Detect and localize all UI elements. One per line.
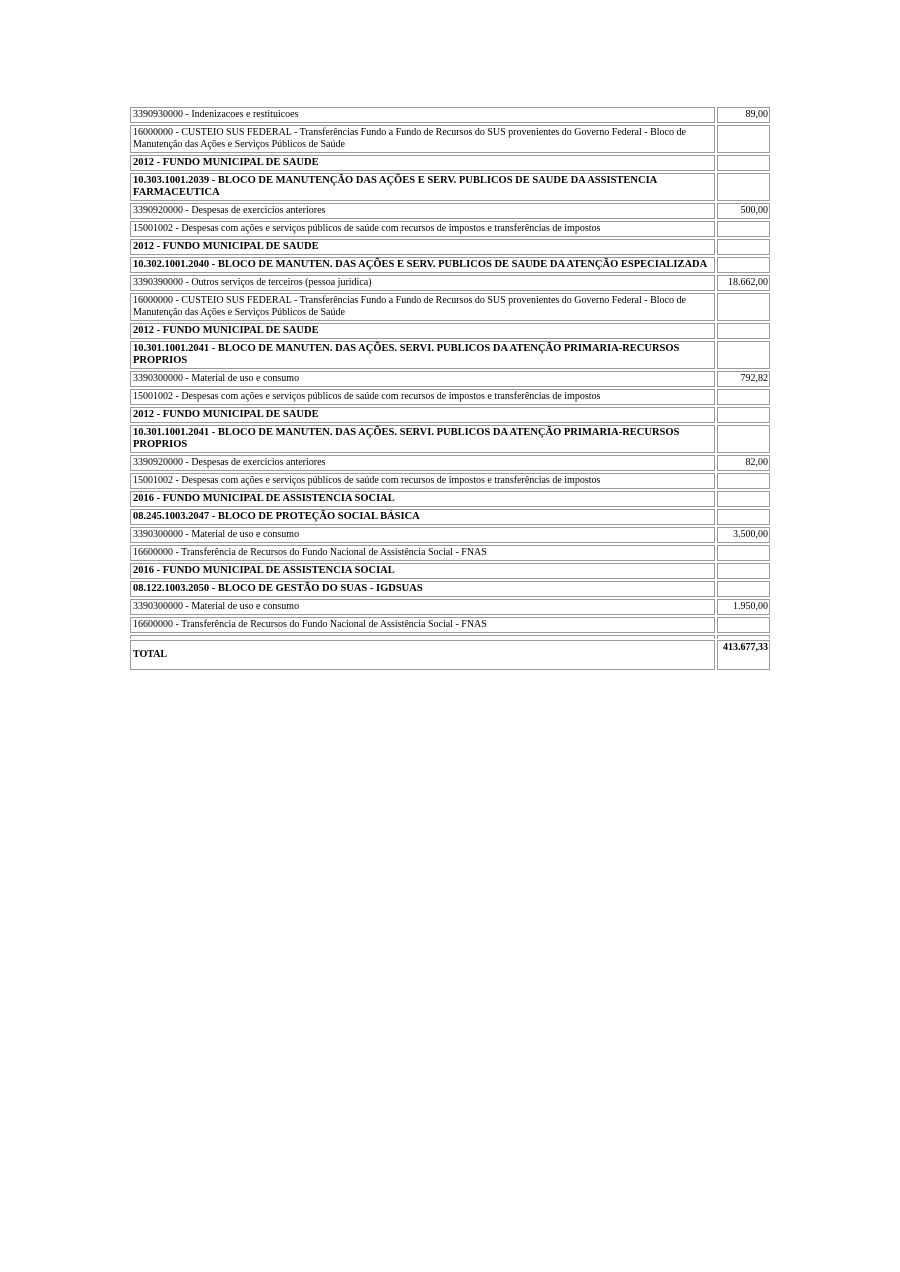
row-description: 3390920000 - Despesas de exercicios anteriores bbox=[130, 455, 715, 471]
row-value bbox=[717, 617, 770, 633]
row-description: 15001002 - Despesas com ações e serviços públicos de saúde com recursos de impostos e transferências de impostos bbox=[130, 389, 715, 405]
section-heading: 10.301.1001.2041 - BLOCO DE MANUTEN. DAS AÇÕES. SERVI. PUBLICOS DA ATENÇÃO PRIMARIA-RECURSOS PROPRIOS bbox=[130, 425, 715, 453]
section-heading: 10.302.1001.2040 - BLOCO DE MANUTEN. DAS AÇÕES E SERV. PUBLICOS DE SAUDE DA ATENÇÃO ESPECIALIZADA bbox=[130, 257, 715, 273]
row-value bbox=[717, 545, 770, 561]
row-description: 3390300000 - Material de uso e consumo bbox=[130, 371, 715, 387]
table-row bbox=[130, 599, 770, 615]
table-row bbox=[130, 389, 770, 405]
row-description: 16600000 - Transferência de Recursos do Fundo Nacional de Assistência Social - FNAS bbox=[130, 617, 715, 633]
row-value: 3.500,00 bbox=[717, 527, 770, 543]
row-value bbox=[717, 221, 770, 237]
row-value bbox=[717, 293, 770, 321]
table-row bbox=[130, 545, 770, 561]
table-body bbox=[130, 107, 770, 633]
row-value: 89,00 bbox=[717, 107, 770, 123]
budget-table bbox=[130, 107, 770, 672]
row-value bbox=[717, 239, 770, 255]
table-row bbox=[130, 527, 770, 543]
total-label: TOTAL bbox=[130, 640, 715, 670]
row-value: 500,00 bbox=[717, 203, 770, 219]
row-value bbox=[717, 155, 770, 171]
row-description: 3390300000 - Material de uso e consumo bbox=[130, 599, 715, 615]
table-row bbox=[130, 581, 770, 597]
row-description: 3390300000 - Material de uso e consumo bbox=[130, 527, 715, 543]
table-row bbox=[130, 341, 770, 369]
row-value: 792,82 bbox=[717, 371, 770, 387]
section-heading: 10.303.1001.2039 - BLOCO DE MANUTENÇÃO DAS AÇÕES E SERV. PUBLICOS DE SAUDE DA ASSISTENCIA FARMACEUTICA bbox=[130, 173, 715, 201]
section-heading: 08.245.1003.2047 - BLOCO DE PROTEÇÃO SOCIAL BÁSICA bbox=[130, 509, 715, 525]
table-row bbox=[130, 371, 770, 387]
table-row bbox=[130, 257, 770, 273]
row-value bbox=[717, 563, 770, 579]
row-value: 18.662,00 bbox=[717, 275, 770, 291]
section-heading: 2016 - FUNDO MUNICIPAL DE ASSISTENCIA SOCIAL bbox=[130, 563, 715, 579]
table-row bbox=[130, 425, 770, 453]
table-row bbox=[130, 407, 770, 423]
row-value bbox=[717, 491, 770, 507]
row-description: 16600000 - Transferência de Recursos do Fundo Nacional de Assistência Social - FNAS bbox=[130, 545, 715, 561]
table-row bbox=[130, 293, 770, 321]
table-row bbox=[130, 275, 770, 291]
row-description: 3390930000 - Indenizacoes e restituicoes bbox=[130, 107, 715, 123]
row-value bbox=[717, 125, 770, 153]
total-row bbox=[130, 640, 770, 670]
row-value bbox=[717, 323, 770, 339]
table-row bbox=[130, 455, 770, 471]
section-heading: 2012 - FUNDO MUNICIPAL DE SAUDE bbox=[130, 239, 715, 255]
total-value: 413.677,33 bbox=[717, 640, 770, 670]
row-value: 82,00 bbox=[717, 455, 770, 471]
table-row bbox=[130, 155, 770, 171]
row-value bbox=[717, 581, 770, 597]
row-value bbox=[717, 257, 770, 273]
section-heading: 2016 - FUNDO MUNICIPAL DE ASSISTENCIA SOCIAL bbox=[130, 491, 715, 507]
row-description: 16000000 - CUSTEIO SUS FEDERAL - Transferências Fundo a Fundo de Recursos do SUS provenientes do Governo Federal - Bloco de Manutenção das Ações e Serviços Públicos de Saúde bbox=[130, 293, 715, 321]
table-row bbox=[130, 107, 770, 123]
table-row bbox=[130, 125, 770, 153]
row-value bbox=[717, 173, 770, 201]
table-row bbox=[130, 173, 770, 201]
row-value bbox=[717, 407, 770, 423]
row-description: 3390390000 - Outros serviços de terceiros (pessoa juridica) bbox=[130, 275, 715, 291]
row-value bbox=[717, 389, 770, 405]
table-row bbox=[130, 239, 770, 255]
row-value bbox=[717, 473, 770, 489]
row-description: 3390920000 - Despesas de exercicios anteriores bbox=[130, 203, 715, 219]
table-row bbox=[130, 617, 770, 633]
section-heading: 2012 - FUNDO MUNICIPAL DE SAUDE bbox=[130, 323, 715, 339]
table-row bbox=[130, 323, 770, 339]
row-value bbox=[717, 425, 770, 453]
table-row bbox=[130, 473, 770, 489]
section-heading: 10.301.1001.2041 - BLOCO DE MANUTEN. DAS AÇÕES. SERVI. PUBLICOS DA ATENÇÃO PRIMARIA-RECURSOS PROPRIOS bbox=[130, 341, 715, 369]
row-value: 1.950,00 bbox=[717, 599, 770, 615]
section-heading: 2012 - FUNDO MUNICIPAL DE SAUDE bbox=[130, 407, 715, 423]
row-value bbox=[717, 341, 770, 369]
section-heading: 08.122.1003.2050 - BLOCO DE GESTÃO DO SUAS - IGDSUAS bbox=[130, 581, 715, 597]
table-row bbox=[130, 491, 770, 507]
table-row bbox=[130, 563, 770, 579]
table-row bbox=[130, 221, 770, 237]
table-row bbox=[130, 203, 770, 219]
section-heading: 2012 - FUNDO MUNICIPAL DE SAUDE bbox=[130, 155, 715, 171]
row-description: 15001002 - Despesas com ações e serviços públicos de saúde com recursos de impostos e transferências de impostos bbox=[130, 221, 715, 237]
table-row bbox=[130, 509, 770, 525]
table-spacer bbox=[130, 635, 770, 639]
row-value bbox=[717, 509, 770, 525]
row-description: 16000000 - CUSTEIO SUS FEDERAL - Transferências Fundo a Fundo de Recursos do SUS provenientes do Governo Federal - Bloco de Manutenção das Ações e Serviços Públicos de Saúde bbox=[130, 125, 715, 153]
row-description: 15001002 - Despesas com ações e serviços públicos de saúde com recursos de impostos e transferências de impostos bbox=[130, 473, 715, 489]
